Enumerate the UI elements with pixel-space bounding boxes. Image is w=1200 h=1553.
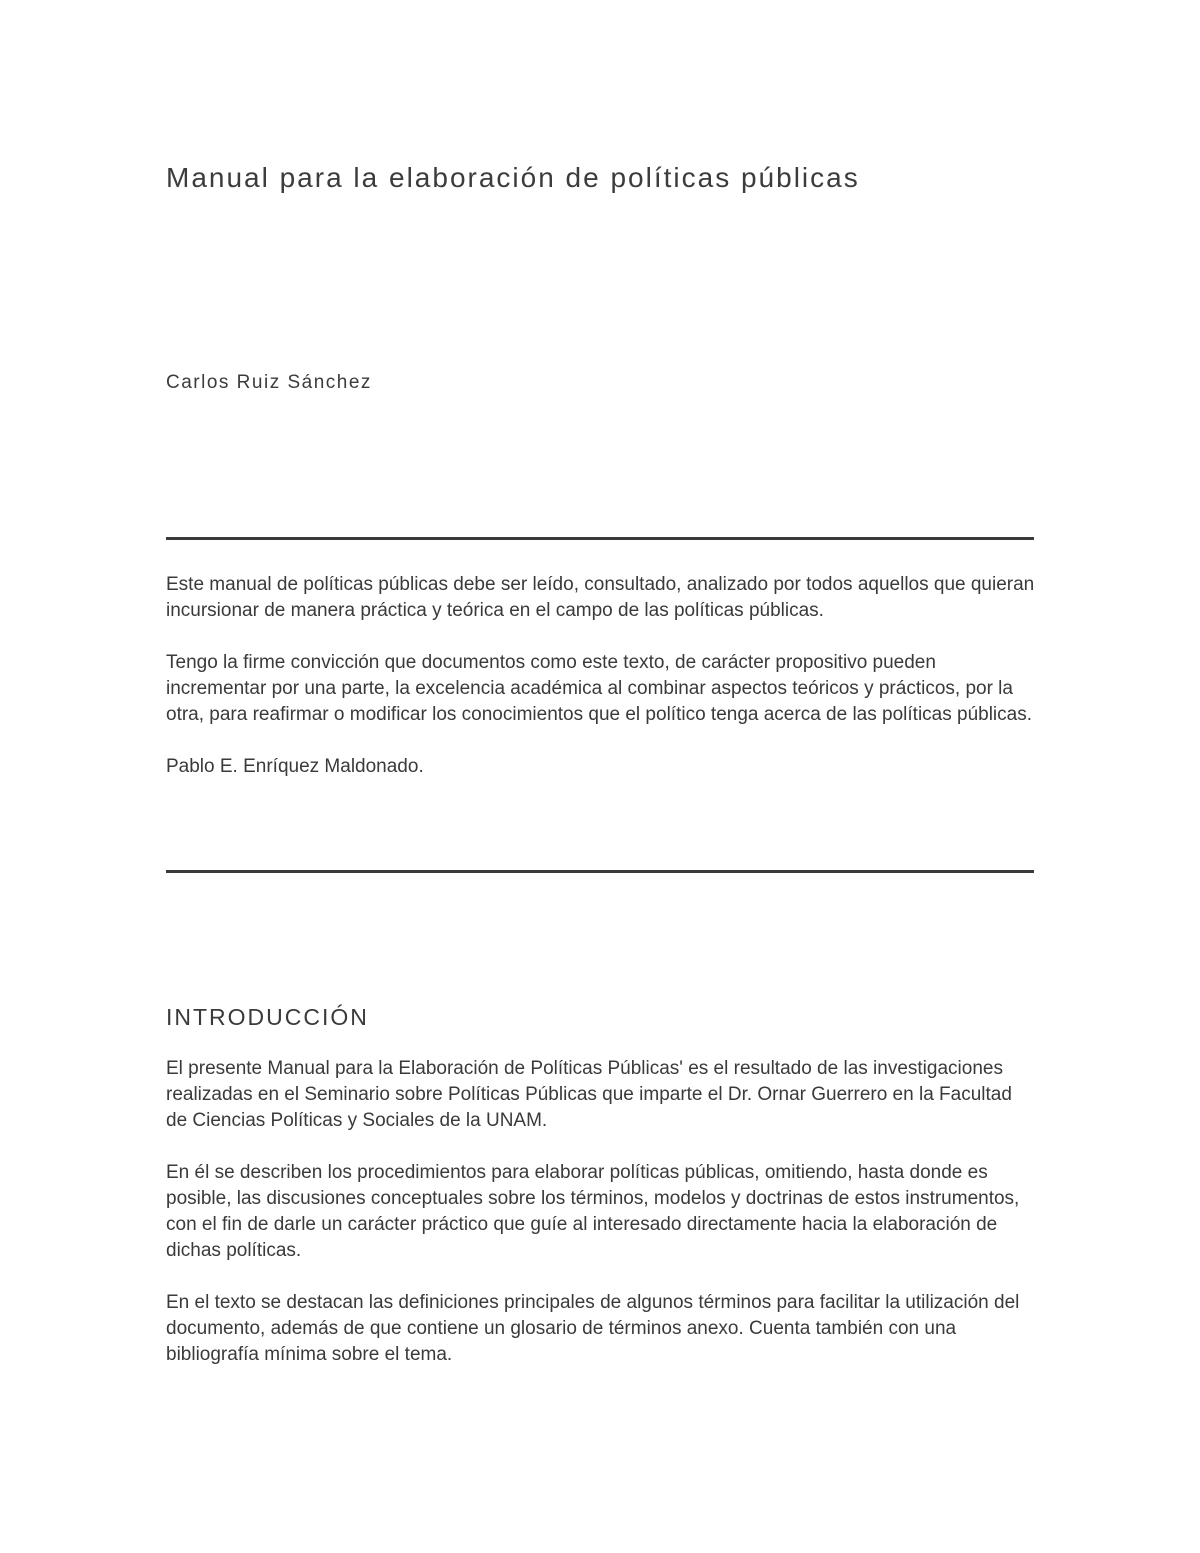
introduction-paragraph: En el texto se destacan las definiciones principales de algunos términos para facilitar la utilización del documento, además de que contiene un glosario de términos anexo. Cuenta también con una bibliografía mínima sobre el tema. <box>166 1292 1020 1365</box>
divider-bottom <box>166 870 1034 873</box>
preface-section <box>166 572 1036 780</box>
introduction-section <box>166 1056 1036 1394</box>
document-author: Carlos Ruiz Sánchez <box>166 372 372 393</box>
introduction-paragraph: En él se describen los procedimientos para elaborar políticas públicas, omitiendo, hasta donde es posible, las discusiones conceptuales sobre los términos, modelos y doctrinas de estos instrumentos, con el fin de darle un carácter práctico que guíe al interesado directamente hacia la elaboración de dichas políticas. <box>166 1162 1020 1261</box>
preface-signature: Pablo E. Enríquez Maldonado. <box>166 756 424 777</box>
introduction-paragraph: El presente Manual para la Elaboración de Políticas Públicas' es el resultado de las investigaciones realizadas en el Seminario sobre Políticas Públicas que imparte el Dr. Ornar Guerrero en la Facultad de Ciencias Políticas y Sociales de la UNAM. <box>166 1058 1012 1131</box>
introduction-heading: INTRODUCCIÓN <box>166 1004 369 1030</box>
preface-paragraph: Este manual de políticas públicas debe ser leído, consultado, analizado por todos aquellos que quieran incursionar de manera práctica y teórica en el campo de las políticas públicas. <box>166 574 1035 621</box>
preface-paragraph: Tengo la firme convicción que documentos como este texto, de carácter propositivo pueden incrementar por una parte, la excelencia académica al combinar aspectos teóricos y prácticos, por la otra, para reafirmar o modificar los conocimientos que el político tenga acerca de las políticas públicas. <box>166 652 1032 725</box>
divider-top <box>166 537 1034 540</box>
document-title: Manual para la elaboración de políticas públicas <box>166 162 860 193</box>
